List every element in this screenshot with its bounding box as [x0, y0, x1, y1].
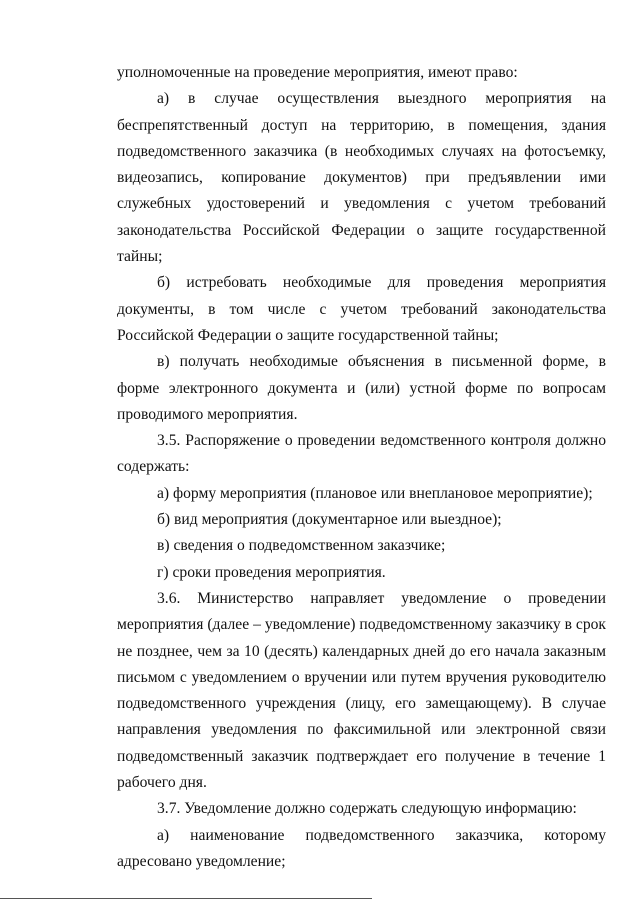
paragraph-clause-3-5: 3.5. Распоряжение о проведении ведомственного контроля должно содержать: — [117, 432, 606, 476]
paragraph-clause-3-5-b: б) вид мероприятия (документарное или выездное); — [157, 511, 502, 529]
paragraph-clause-3-5-g: г) сроки проведения мероприятия. — [157, 563, 386, 581]
document-body — [117, 60, 606, 875]
paragraph-item-b: б) истребовать необходимые для проведения мероприятия документы, в том числе с учетом требований законодательства Российской Федерации о защите государственной тайны; — [117, 274, 606, 344]
paragraph-clause-3-5-v: в) сведения о подведомственном заказчике; — [157, 537, 446, 555]
paragraph-item-v: в) получать необходимые объяснения в письменной форме, в форме электронного документа и (или) устной форме по вопросам проводимого мероприятия. — [117, 353, 606, 423]
paragraph-clause-3-6: 3.6. Министерство направляет уведомление о проведении мероприятия (далее – уведомление) подведомственному заказчику в срок не позднее, чем за 10 (десять) календарных дней до его начала заказным письмом с уведомлением о вручении или путем вручения руководителю подведомственного учреждения (лицу, его замещающему). В случае направления уведомления по факсимильной или электронной связи подведомственный заказчик подтверждает его получение в течение 1 рабочего дня. — [117, 589, 606, 792]
paragraph-intro: уполномоченные на проведение мероприятия, имеют право: — [117, 64, 518, 81]
paragraph-clause-3-7-a: а) наименование подведомственного заказчика, которому адресовано уведомление; — [117, 826, 606, 870]
footer-rule — [0, 898, 372, 899]
paragraph-clause-3-7: 3.7. Уведомление должно содержать следующую информацию: — [157, 800, 577, 818]
paragraph-clause-3-5-a: а) форму мероприятия (плановое или внеплановое мероприятие); — [157, 484, 593, 502]
paragraph-item-a: а) в случае осуществления выездного мероприятия на беспрепятственный доступ на территорию, в помещения, здания подведомственного заказчика (в необходимых случаях на фотосъемку, видеозапись, копирование документов) при предъявлении ими служебных удостоверений и уведомления с учетом требований законодательства Российской Федерации о защите государственной тайны; — [117, 90, 606, 266]
